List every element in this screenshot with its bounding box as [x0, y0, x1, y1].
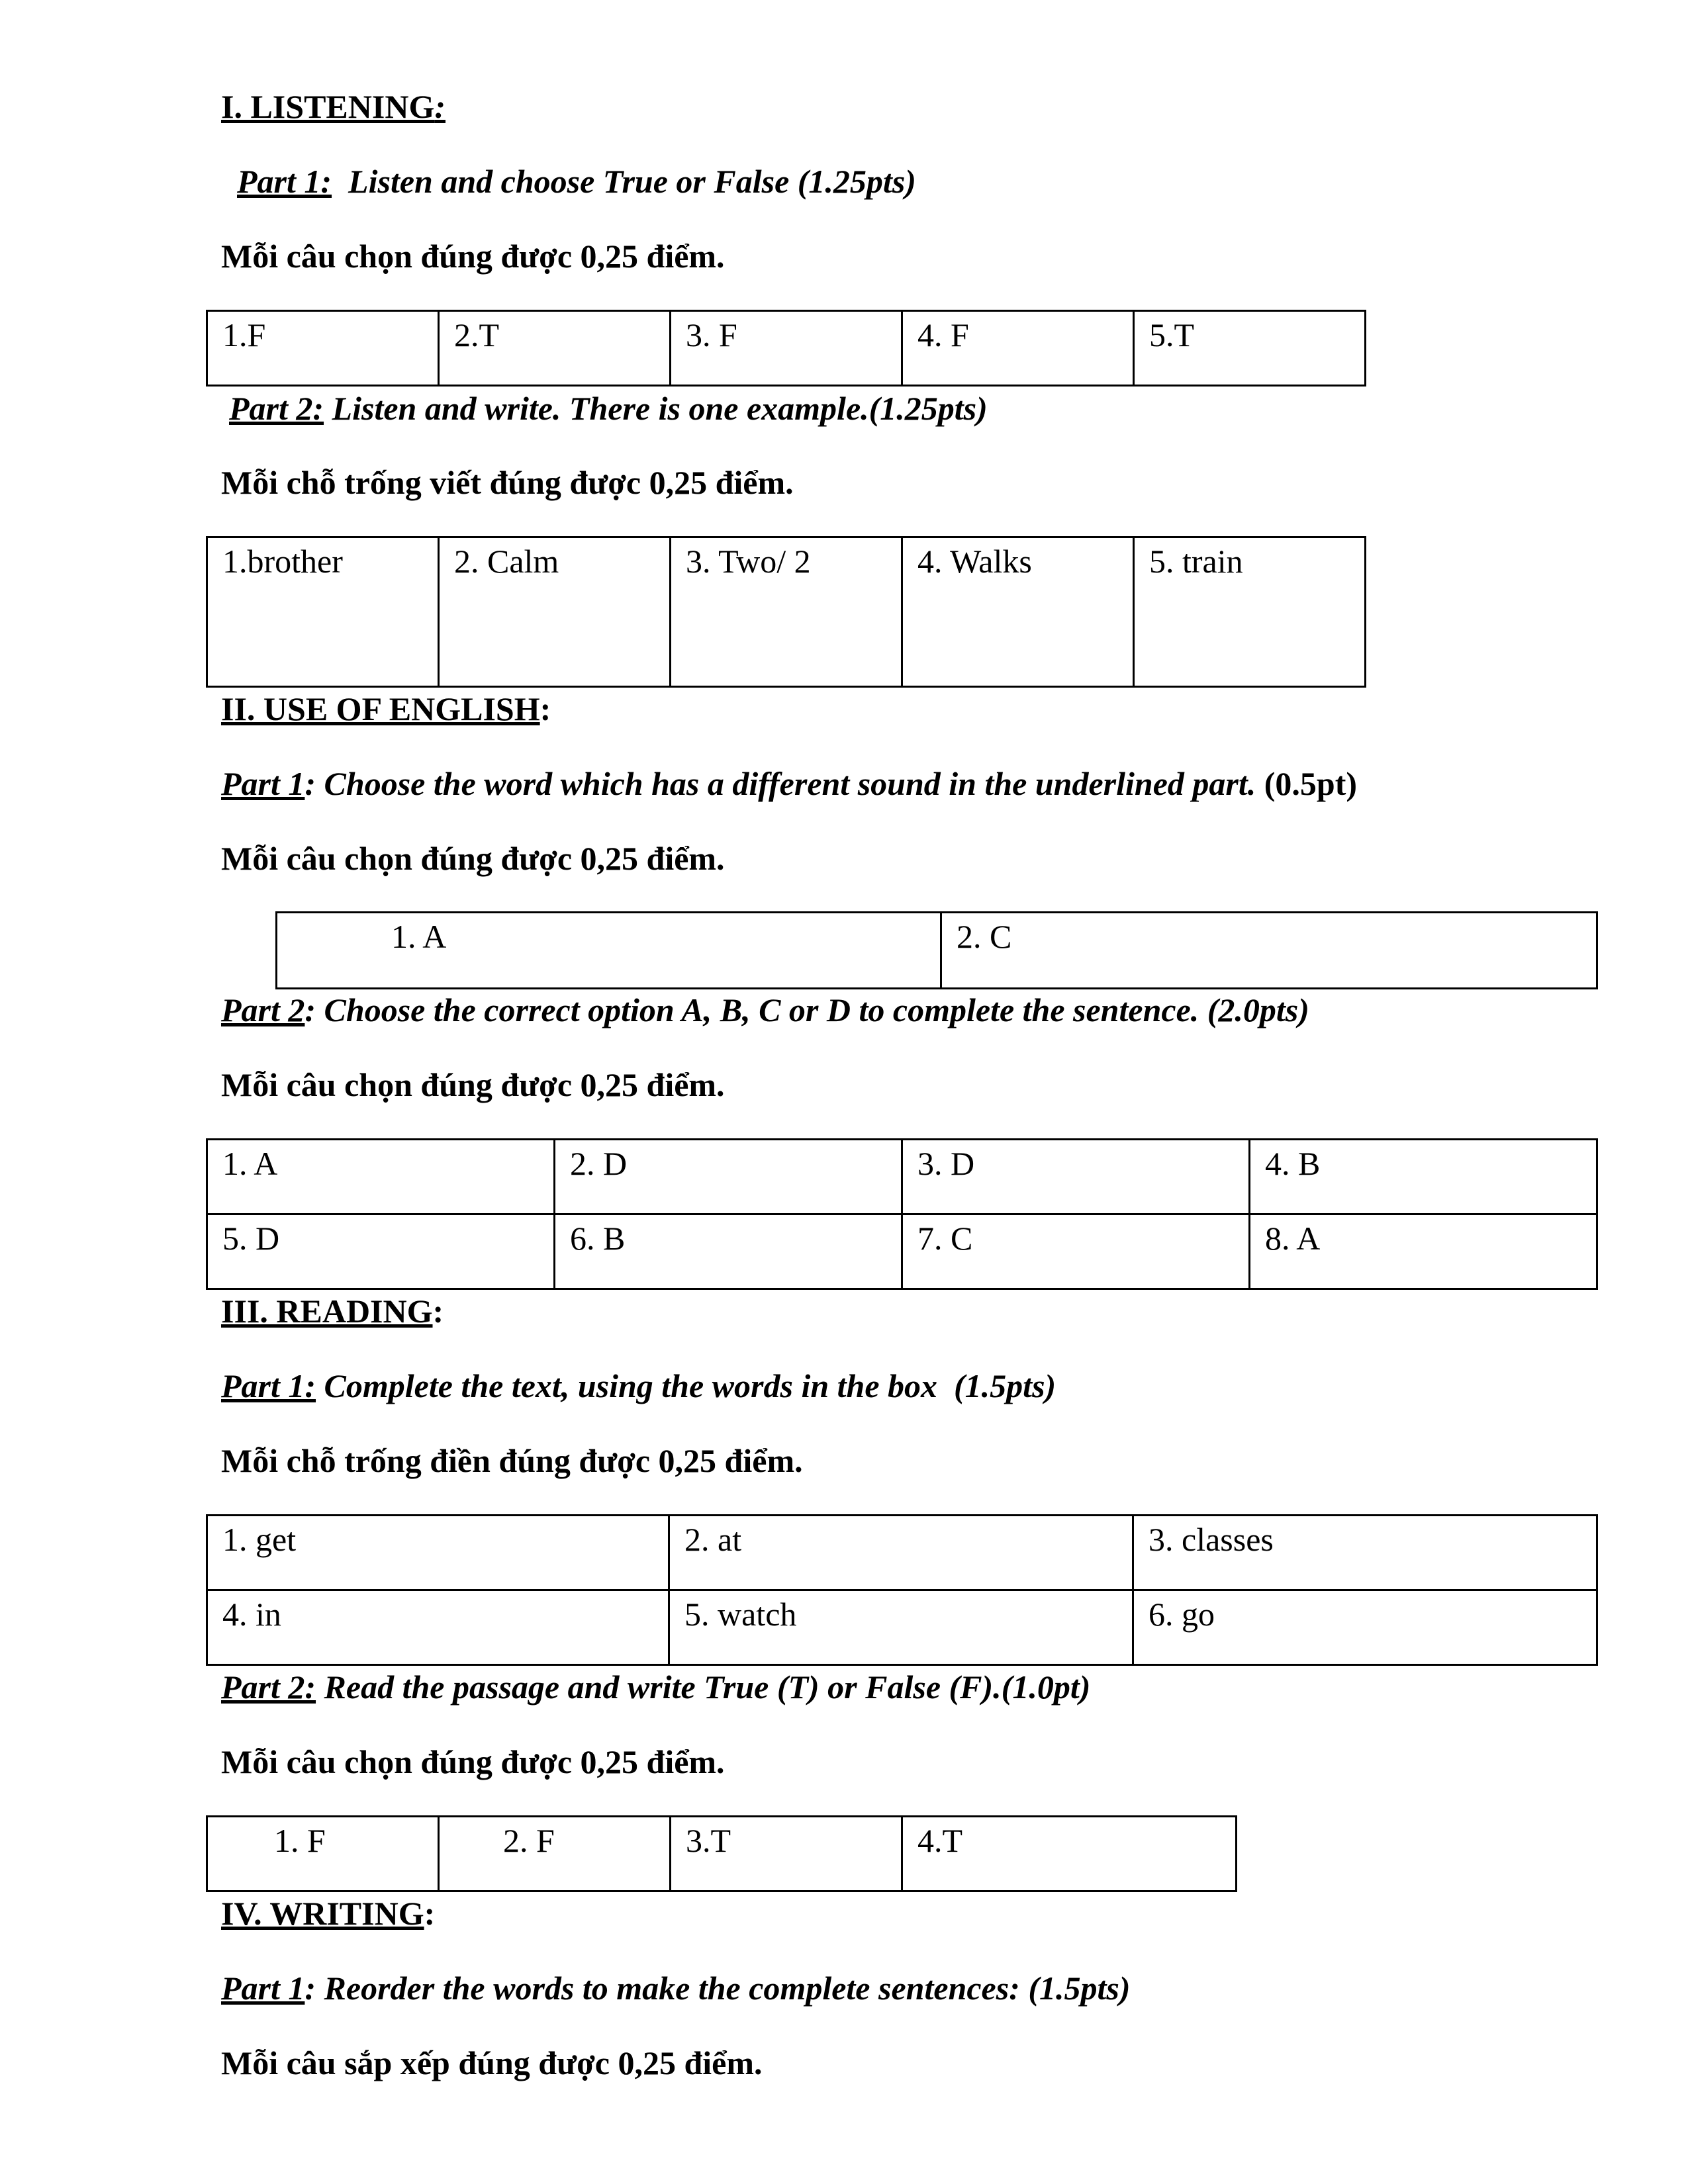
part-instruction: Read the passage and write True (T) or False (F).(1.0pt) [316, 1668, 1091, 1706]
listening-part2-answer-table [206, 536, 1366, 688]
answer-cell: 4.T [902, 1817, 1237, 1891]
answer-cell: 1. F [207, 1817, 439, 1891]
answer-cell: 2. at [669, 1516, 1133, 1590]
use-of-english-part2-heading [221, 991, 1309, 1029]
answer-cell: 5. watch [669, 1590, 1133, 1665]
part-label: Part 2 [221, 991, 305, 1028]
use-of-english-part1-answer-table [275, 911, 1598, 989]
section-title: II. USE OF ENGLISH [221, 690, 540, 727]
answer-cell: 3. classes [1133, 1516, 1597, 1590]
answer-cell: 8. A [1250, 1214, 1597, 1289]
reading-part1-scoring-note: Mỗi chỗ trống điền đúng được 0,25 điểm. [221, 1442, 803, 1479]
table-row [277, 913, 1597, 989]
table-row [207, 1516, 1597, 1590]
answer-cell: 3.T [671, 1817, 902, 1891]
section-title: III. READING [221, 1293, 433, 1330]
use-of-english-part1-heading [221, 764, 1357, 803]
answer-cell: 1. get [207, 1516, 669, 1590]
writing-part1-scoring-note: Mỗi câu sắp xếp đúng được 0,25 điểm. [221, 2044, 763, 2081]
part-label: Part 1: [221, 1367, 316, 1404]
part-label: Part 1: [237, 163, 332, 200]
part-instruction: : Choose the word which has a different sound in the underlined part. [305, 765, 1264, 802]
section-title: IV. WRITING [221, 1895, 424, 1932]
answer-cell: 5. train [1134, 537, 1366, 687]
section-colon: : [539, 690, 551, 727]
answer-cell: 2.T [439, 311, 671, 386]
reading-part1-heading [221, 1367, 1056, 1405]
part-label: Part 1 [221, 765, 305, 802]
listening-part1-scoring-note: Mỗi câu chọn đúng được 0,25 điểm. [221, 238, 725, 275]
answer-cell: 2. D [555, 1140, 902, 1214]
section-heading-listening [221, 87, 445, 126]
answer-cell: 2. C [941, 913, 1597, 989]
answer-cell: 4. B [1250, 1140, 1597, 1214]
part-instruction: Listen and choose True or False (1.25pts) [332, 163, 916, 200]
answer-cell: 3. Two/ 2 [671, 537, 902, 687]
part-instruction: Complete the text, using the words in the box (1.5pts) [316, 1367, 1056, 1404]
answer-cell: 1.F [207, 311, 439, 386]
part-instruction: : Choose the correct option A, B, C or D to complete the sentence. (2.0pts) [305, 991, 1309, 1028]
listening-part2-heading [229, 389, 988, 428]
answer-cell: 4. F [902, 311, 1134, 386]
use-of-english-part2-scoring-note: Mỗi câu chọn đúng được 0,25 điểm. [221, 1066, 725, 1103]
section-heading-writing [221, 1894, 435, 1933]
listening-part2-scoring-note: Mỗi chỗ trống viết đúng được 0,25 điểm. [221, 464, 794, 501]
answer-cell: 5.T [1134, 311, 1366, 386]
section-colon: : [432, 1293, 444, 1330]
answer-cell: 6. B [555, 1214, 902, 1289]
table-row [207, 311, 1366, 386]
answer-cell: 1.brother [207, 537, 439, 687]
answer-cell: 1. A [207, 1140, 555, 1214]
answer-cell: 3. D [902, 1140, 1250, 1214]
use-of-english-part1-scoring-note: Mỗi câu chọn đúng được 0,25 điểm. [221, 840, 725, 877]
part-instruction: : Reorder the words to make the complete sentences: (1.5pts) [305, 1970, 1131, 2007]
answer-cell: 2. F [439, 1817, 671, 1891]
section-colon: : [434, 88, 445, 125]
table-row [207, 1590, 1597, 1665]
answer-cell: 2. Calm [439, 537, 671, 687]
table-row [207, 1140, 1597, 1214]
answer-cell: 6. go [1133, 1590, 1597, 1665]
answer-cell: 4. in [207, 1590, 669, 1665]
section-heading-reading [221, 1292, 444, 1330]
answer-cell: 7. C [902, 1214, 1250, 1289]
table-row [207, 1817, 1237, 1891]
use-of-english-part2-answer-table [206, 1138, 1598, 1290]
part-instruction: Listen and write. There is one example.(1.25pts) [324, 390, 988, 427]
section-colon: : [424, 1895, 436, 1932]
section-heading-use-of-english [221, 690, 551, 728]
reading-part2-answer-table [206, 1815, 1237, 1892]
listening-part1-answer-table [206, 310, 1366, 387]
part-label: Part 2: [229, 390, 324, 427]
answer-cell: 4. Walks [902, 537, 1134, 687]
reading-part1-answer-table [206, 1514, 1598, 1666]
writing-part1-heading [221, 1969, 1130, 2007]
section-title: I. LISTENING [221, 88, 435, 125]
part-points: (0.5pt) [1264, 765, 1358, 802]
answer-cell: 3. F [671, 311, 902, 386]
part-label: Part 2: [221, 1668, 316, 1706]
answer-cell: 5. D [207, 1214, 555, 1289]
part-label: Part 1 [221, 1970, 305, 2007]
table-row [207, 1214, 1597, 1289]
reading-part2-scoring-note: Mỗi câu chọn đúng được 0,25 điểm. [221, 1743, 725, 1780]
listening-part1-heading [237, 162, 916, 201]
reading-part2-heading [221, 1668, 1090, 1706]
table-row [207, 537, 1366, 687]
answer-cell: 1. A [277, 913, 941, 989]
